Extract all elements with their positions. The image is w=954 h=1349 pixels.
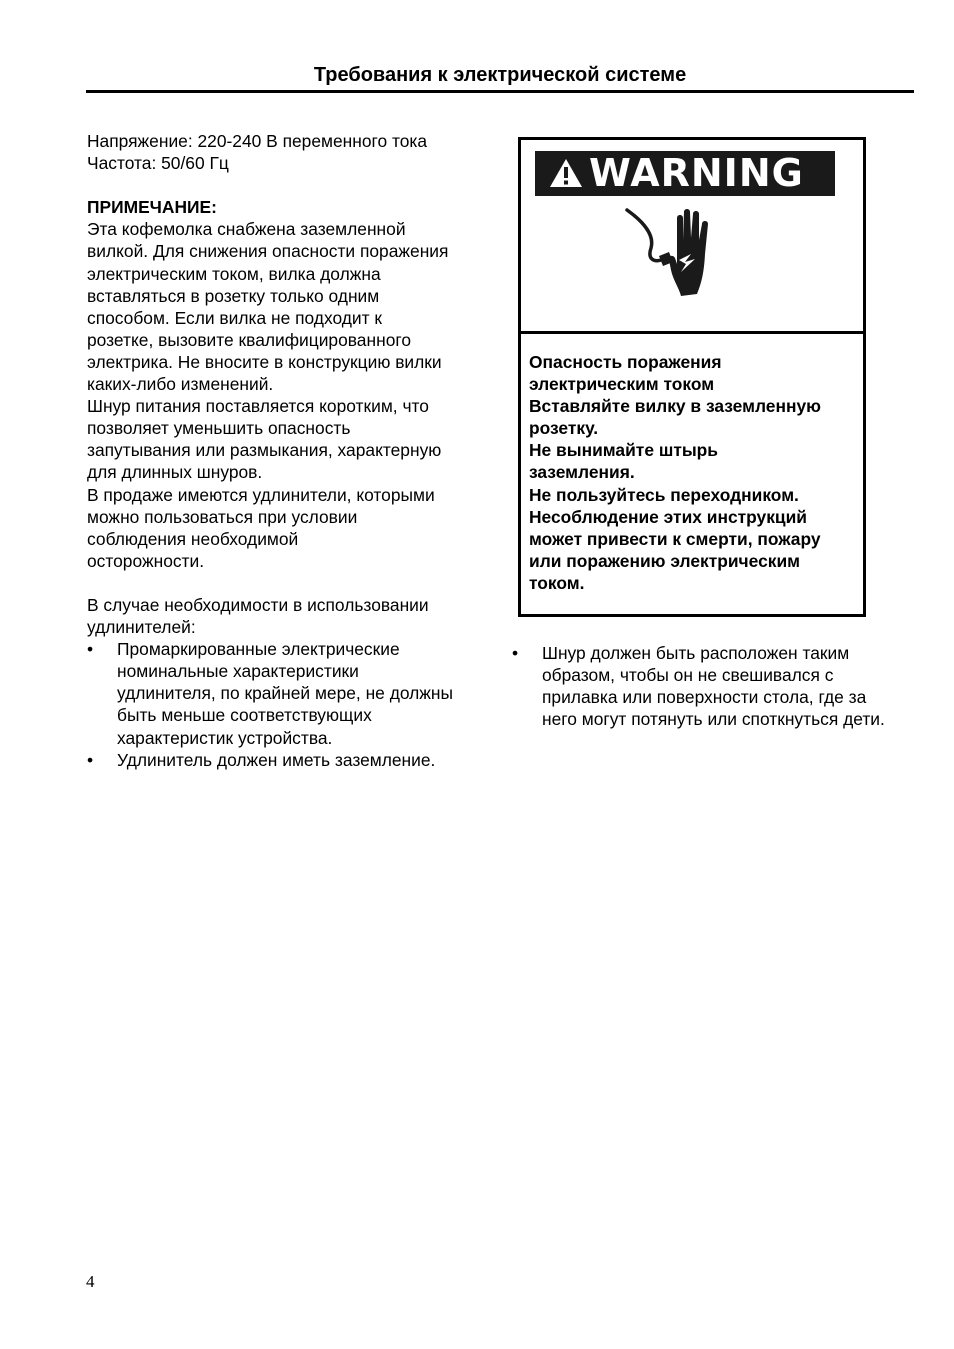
warning-line: или поражению электрическим (529, 550, 800, 571)
warning-box (518, 137, 866, 617)
extension-intro-line: удлинителей: (87, 617, 196, 638)
note-line: В продаже имеются удлинители, которыми (87, 484, 435, 505)
note-line: осторожности. (87, 550, 205, 571)
extension-intro-line: В случае необходимости в использовании (87, 594, 429, 615)
note-line: позволяет уменьшить опасность (87, 418, 351, 439)
list-item-line: него могут потянуть или споткнуться дети. (542, 709, 885, 730)
note-line: для длинных шнуров. (87, 462, 263, 483)
warning-line: электрическим током (529, 374, 715, 395)
warning-line: может привести к смерти, пожару (529, 528, 821, 549)
note-line: соблюдения необходимой (87, 528, 299, 549)
warning-line: Не пользуйтесь переходником. (529, 484, 799, 505)
page-number: 4 (86, 1272, 95, 1291)
note-line: Эта кофемолка снабжена заземленной (87, 219, 406, 240)
warning-line: Не вынимайте штырь (529, 440, 718, 461)
warning-line: заземления. (529, 462, 635, 483)
list-item-line: характеристик устройства. (117, 727, 333, 748)
list-item-line: образом, чтобы он не свешивался с (542, 665, 834, 686)
list-item-line: номинальные характеристики (117, 661, 359, 682)
warning-line: розетку. (529, 418, 599, 439)
note-line: способом. Если вилка не подходит к (87, 307, 383, 328)
right-column (512, 642, 917, 730)
alert-triangle-icon (549, 158, 583, 188)
note-line: вилкой. Для снижения опасности поражения (87, 241, 449, 262)
list-item-line: прилавка или поверхности стола, где за (542, 687, 867, 708)
warning-line: Несоблюдение этих инструкций (529, 506, 807, 527)
electric-shock-hand-icon (621, 204, 741, 304)
title-divider (86, 90, 914, 93)
bullet-icon: • (87, 639, 94, 660)
note-line: электрика. Не вносите в конструкцию вилки (87, 351, 442, 372)
left-column (87, 130, 492, 771)
list-item-line: удлинителя, по крайней мере, не должны (117, 683, 454, 704)
note-line: каких-либо изменений. (87, 374, 274, 395)
warning-word: WARNING (589, 151, 804, 195)
warning-line: Опасность поражения (529, 352, 722, 372)
bullet-icon: • (512, 643, 519, 663)
list-item (87, 638, 492, 748)
note-line: Шнур питания поставляется коротким, что (87, 396, 429, 417)
warning-graphic-panel (521, 140, 863, 334)
note-line: розетке, вызовите квалифицированного (87, 329, 411, 350)
bullet-icon: • (87, 749, 94, 770)
list-item (512, 642, 917, 730)
warning-line: Вставляйте вилку в заземленную (529, 396, 821, 417)
voltage-line: Напряжение: 220-240 В переменного тока (87, 131, 428, 151)
list-item-line: Удлинитель должен иметь заземление. (117, 749, 436, 770)
note-line: запутывания или размыкания, характерную (87, 440, 442, 461)
list-item-line: Промаркированные электрические (117, 639, 400, 660)
frequency-line: Частота: 50/60 Гц (87, 153, 229, 174)
note-line: вставляться в розетку только одним (87, 285, 380, 306)
note-line: можно пользоваться при условии (87, 506, 358, 527)
note-heading: ПРИМЕЧАНИЕ: (87, 197, 217, 218)
warning-text (529, 351, 859, 594)
list-item-line: быть меньше соответствующих (117, 705, 372, 726)
warning-banner (535, 151, 835, 196)
page-title: Требования к электрической системе (313, 64, 687, 86)
list-item-line: Шнур должен быть расположен таким (542, 643, 850, 663)
note-paragraph (87, 218, 492, 572)
warning-line: током. (529, 572, 585, 593)
list-item (87, 749, 492, 771)
note-line: электрическим током, вилка должна (87, 263, 381, 284)
